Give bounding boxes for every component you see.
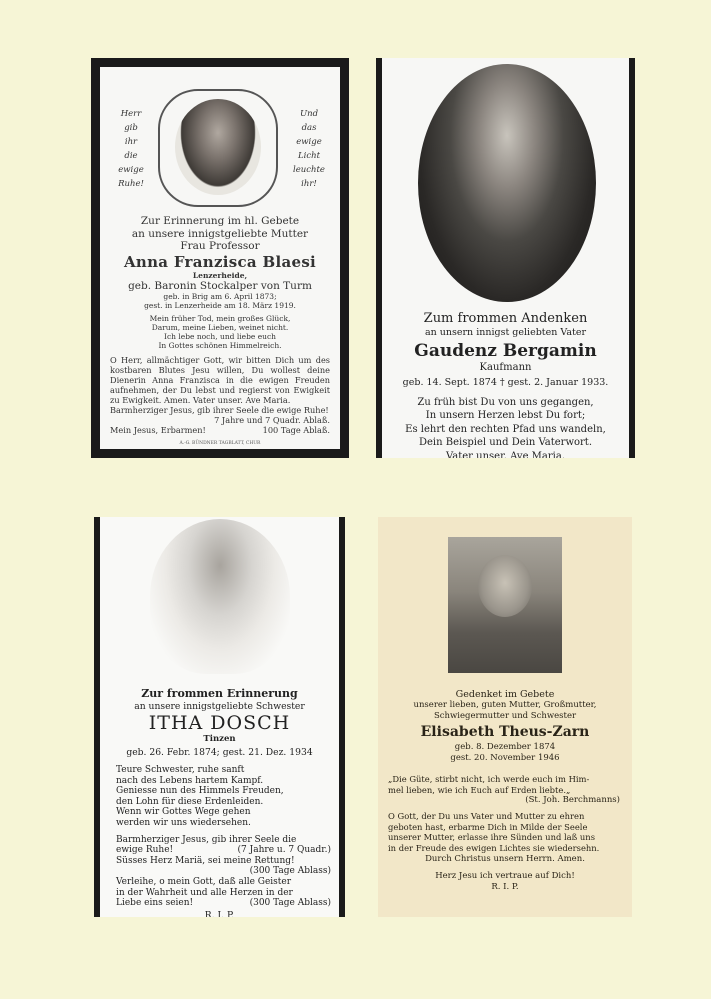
verse-line: Wenn wir Gottes Wege gehen	[116, 807, 251, 818]
side-right-line: Und	[299, 109, 319, 119]
verse-line: In Gottes schönen Himmelreich.	[158, 341, 282, 350]
mercy-line: Barmherziger Jesus, gib ihrer Seele die ewige Ruhe!	[110, 405, 329, 415]
indulgence-right: (300 Tage Ablass)	[249, 898, 331, 909]
side-left-line: ewige	[118, 165, 144, 175]
prayer-line: Barmherziger Jesus, gib ihrer Seele die	[116, 834, 297, 845]
rip-line: R. I. P.	[204, 909, 235, 917]
deceased-name: Gaudenz Bergamin	[414, 340, 597, 361]
deceased-name: Anna Franzisca Blaesi	[123, 252, 317, 271]
verse-line: Geniesse nun des Himmels Freuden,	[116, 786, 284, 797]
quote	[378, 774, 632, 795]
side-right-line: Licht	[297, 151, 320, 161]
indulgence-row	[100, 866, 339, 877]
deceased-name: ITHA DOSCH	[148, 712, 291, 734]
life-dates: geb. 26. Febr. 1874; gest. 21. Dez. 1934	[126, 747, 313, 758]
closing-line: Vater unser. Ave Maria.	[445, 450, 565, 458]
indulgence-right: 7 Jahre und 7 Quadr. Ablaß.	[214, 415, 330, 425]
side-right-line: das	[301, 123, 317, 133]
side-left-line: gib	[124, 123, 138, 133]
indulgence-left: Mein Jesus, Erbarmen!	[110, 425, 206, 435]
verse-line: Darum, meine Lieben, weinet nicht.	[151, 323, 289, 332]
indulgence-right: (7 Jahre u. 7 Quadr.)	[237, 845, 331, 856]
mercy-prayer	[100, 856, 339, 867]
side-right-line: ewige	[296, 137, 322, 147]
side-left-line: die	[124, 151, 138, 161]
prayer	[378, 811, 632, 853]
heading: Zum frommen Andenken	[423, 311, 588, 326]
indulgence-right: 100 Tage Ablaß.	[262, 425, 330, 435]
quote-author: (St. Joh. Berchmanns)	[525, 795, 620, 806]
life-dates: geb. 14. Sept. 1874 † gest. 2. Januar 1933.	[402, 377, 609, 388]
place: Lenzerheide,	[192, 270, 248, 280]
memorial-card-elisabeth-theus-zarn	[378, 517, 632, 917]
verse-line: Dein Beispiel und Dein Vaterwort.	[419, 437, 592, 448]
indulgence-row	[100, 415, 340, 425]
closing-prayer	[100, 877, 339, 898]
subheading: Schwiegermutter und Schwester	[433, 711, 577, 721]
place: Tinzen	[203, 734, 236, 744]
indulgence-row	[100, 425, 340, 435]
portrait-face	[478, 555, 532, 617]
subheading: an unsere innigstgeliebte Mutter	[131, 227, 309, 240]
prayer-line: in der Wahrheit und alle Herzen in der	[116, 887, 293, 898]
quote-line: mel lieben, wie ich Euch auf Erden liebte.„	[388, 784, 571, 795]
indulgence-right: (300 Tage Ablass)	[249, 866, 331, 877]
card-text	[100, 687, 339, 917]
mercy-prayer	[100, 835, 339, 846]
indulgence-row	[100, 845, 339, 856]
rip-line: R. I. P.	[491, 881, 519, 892]
prayer-line: geboten hast, erbarme Dich in Milde der Seele	[388, 821, 588, 832]
memorial-card-itha-dosch	[94, 517, 345, 917]
side-verse-left	[112, 107, 150, 191]
side-verse-right	[290, 107, 328, 191]
prayer-line: O Gott, der Du uns Vater und Mutter zu ehren	[388, 811, 585, 822]
verse-line: Teure Schwester, ruhe sanft	[116, 765, 245, 775]
card-text	[378, 689, 632, 893]
memorial-card-anna-blaesi	[91, 58, 349, 458]
portrait-photo	[150, 519, 290, 674]
indulgence-row	[100, 898, 339, 909]
verse-line: den Lohn für diese Erdenleiden.	[116, 796, 264, 807]
verse	[382, 396, 629, 459]
subheading: unserer lieben, guten Mutter, Großmutter,	[413, 700, 597, 710]
verse	[100, 765, 339, 829]
verse-line: Zu früh bist Du von uns gegangen,	[417, 396, 594, 408]
portrait-photo	[175, 99, 261, 195]
card-text	[100, 215, 340, 450]
death-date: gest. 20. November 1946	[450, 753, 560, 763]
heading: Gedenket im Gebete	[455, 689, 555, 700]
closing-line: Herz Jesu ich vertraue auf Dich!	[435, 870, 575, 881]
heading: Zur Erinnerung im hl. Gebete	[140, 215, 300, 227]
card-paper	[100, 67, 340, 449]
side-right-line: ihr!	[301, 179, 317, 189]
portrait-photo	[448, 537, 562, 673]
title-line: Frau Professor	[180, 240, 260, 252]
prayer-line: unserer Mutter, erlasse ihre Sünden und laß uns	[388, 832, 595, 843]
verse-line: werden wir uns wiedersehen.	[116, 817, 251, 828]
side-left-line: Ruhe!	[118, 179, 144, 189]
death-date: gest. in Lenzerheide am 18. März 1919.	[144, 301, 296, 310]
prayer-line: Durch Christus unsern Herrn. Amen.	[425, 853, 585, 864]
memorial-card-gaudenz-bergamin	[376, 58, 635, 458]
verse-line: nach des Lebens hartem Kampf.	[116, 775, 264, 786]
verse-line: Ich lebe noch, und liebe euch	[164, 332, 276, 341]
quote-line: „Die Güte, stirbt nicht, ich werde euch im Him-	[388, 774, 590, 784]
portrait-photo	[418, 64, 596, 302]
verse-line: In unsern Herzen lebst Du fort;	[425, 410, 586, 421]
side-left-line: Herr	[120, 109, 142, 119]
card-text	[382, 310, 629, 458]
birth-name: geb. Baronin Stockalper von Turm	[128, 279, 312, 292]
deceased-name: Elisabeth Theus-Zarn	[420, 724, 590, 740]
prayer-text: O Herr, allmächtiger Gott, wir bitten Dich um des kostbaren Blutes Jesu willen, Du wollest deine Dienerin Anna Franzisca in die ewigen Freuden aufnehmen, der Du lebst und regierst von Ewigkeit zu Ewigkeit. Amen. Vater unser. Ave Maria.	[110, 355, 330, 405]
heading: Zur frommen Erinnerung	[141, 687, 298, 700]
prayer-line: Süsses Herz Mariä, sei meine Rettung!	[116, 855, 295, 866]
indulgence-left: Liebe eins seien!	[116, 898, 194, 909]
profession: Kaufmann	[479, 361, 532, 373]
side-right-line: leuchte	[293, 165, 325, 175]
prayer-line: Verleihe, o mein Gott, daß alle Geister	[116, 876, 292, 887]
indulgence-left: ewige Ruhe!	[116, 845, 174, 856]
verse-line: Es lehrt den rechten Pfad uns wandeln,	[405, 423, 606, 435]
subheading: an unsern innigst geliebten Vater	[424, 327, 587, 338]
prayer-line: in der Freude des ewigen Lichtes sie wiedersehn.	[388, 842, 600, 853]
printer-imprint: A.-G. BÜNDNER TAGBLATT, CHUR	[179, 441, 261, 446]
birth-date: geb. 8. Dezember 1874	[454, 742, 556, 752]
birth-date: geb. in Brig am 6. April 1873;	[163, 292, 277, 301]
side-left-line: ihr	[124, 137, 138, 147]
verse-line: Mein früher Tod, mein großes Glück,	[149, 314, 291, 323]
subheading: an unsere innigstgeliebte Schwester	[134, 701, 305, 712]
